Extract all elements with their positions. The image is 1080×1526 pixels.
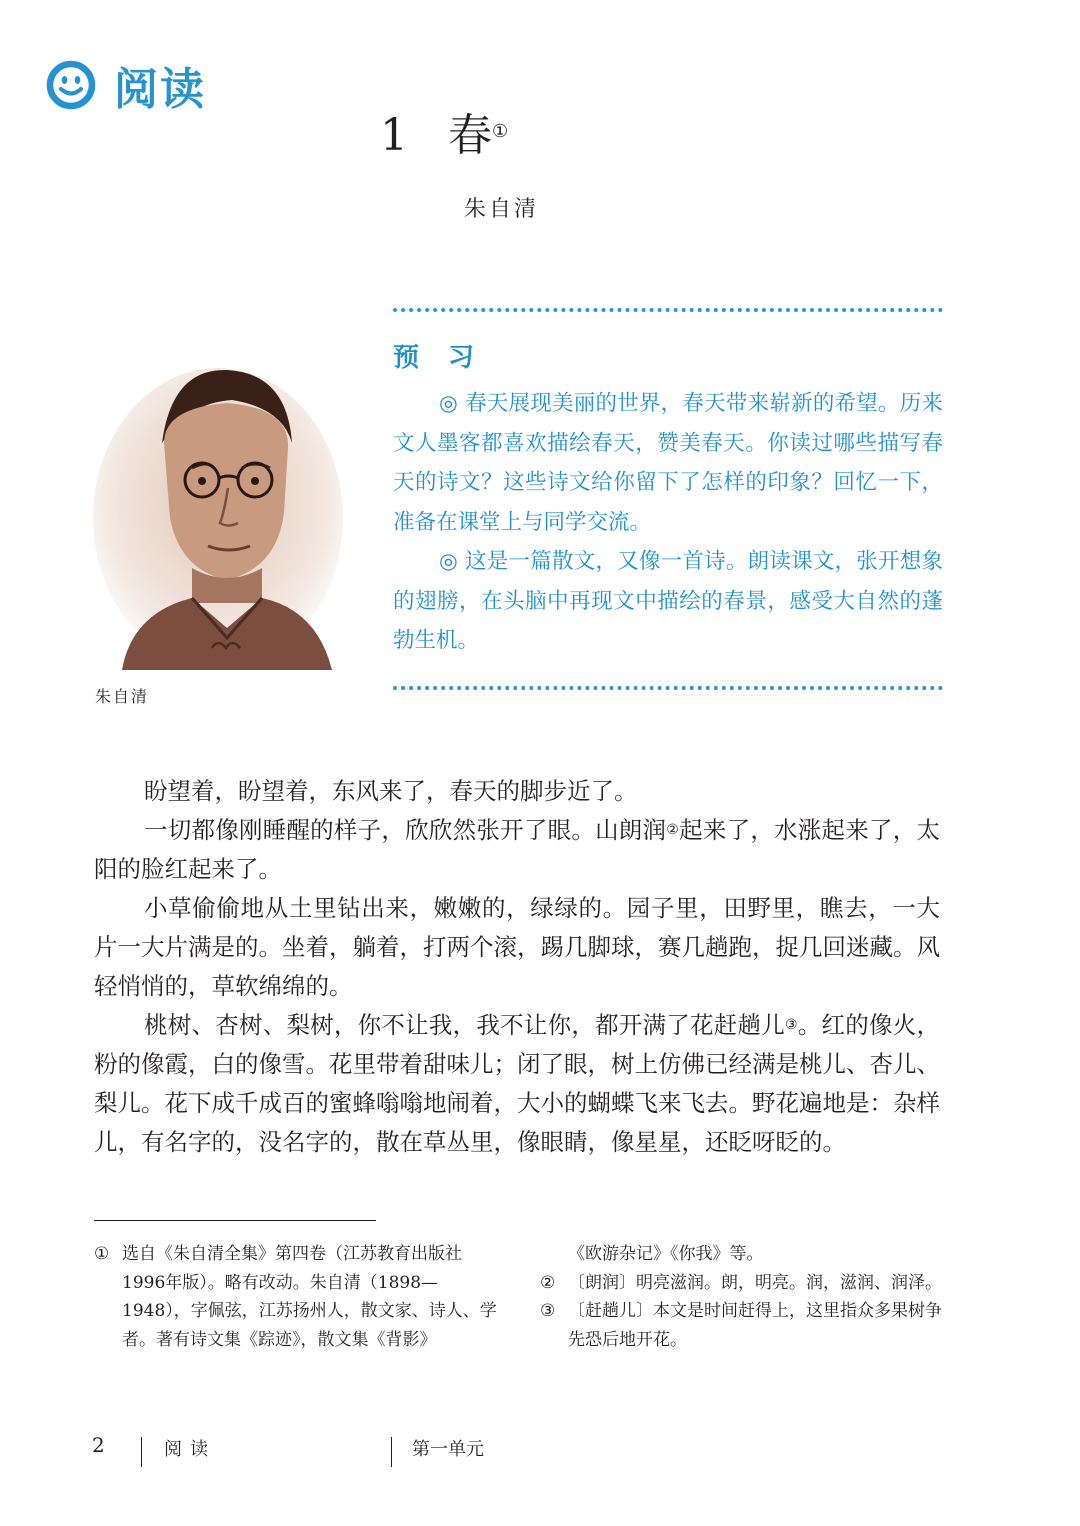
paragraph (94, 1006, 940, 1162)
footnote-3 (540, 1297, 950, 1354)
footnote-marker: ① (94, 1244, 110, 1264)
lesson-number: 1 (380, 110, 408, 161)
lesson-body (94, 772, 940, 1162)
preview-title: 预 习 (393, 343, 485, 373)
paragraph-text: 一切都像刚睡醒的样子，欣欣然张开了眼。山朗润 (144, 816, 667, 844)
footnote-ref-2[interactable]: ② (666, 822, 680, 838)
paragraph-text: 。红的像火，粉的像霞，白的像雪。花里带着甜味儿；闭了眼，树上仿佛已经满是桃儿、杏儿、梨儿。花下成千成百的蜜蜂嗡嗡地闹着，大小的蝴蝶飞来飞去。野花遍地是：杂样儿，有名字的，没名字的，散在草丛里，像眼睛，像星星，还眨呀眨的。 (94, 1011, 940, 1156)
author-name: 朱自清 (464, 197, 540, 222)
page-number: 2 (92, 1433, 105, 1457)
paragraph (94, 811, 940, 889)
footnote-rule (94, 1220, 376, 1221)
paragraph-text: 起来了，水涨起来了，太阳的脸红起来了。 (94, 816, 940, 883)
preview-item: ◎ 春天展现美丽的世界，春天带来崭新的希望。历来文人墨客都喜欢描绘春天，赞美春天。你读过哪些描写春天的诗文？这些诗文给你留下了怎样的印象？回忆一下，准备在课堂上与同学交流。 (393, 391, 943, 535)
preview-divider-top (393, 308, 943, 312)
paragraph-text: 桃树、杏树、梨树，你不让我，我不让你，都开满了花赶趟儿 (144, 1011, 785, 1039)
preview-item: ◎ 这是一篇散文，又像一首诗。朗读课文，张开想象的翅膀，在头脑中再现文中描绘的春景，感受大自然的蓬勃生机。 (393, 549, 943, 653)
footer-divider (391, 1437, 392, 1467)
footer-section: 阅读 (164, 1439, 216, 1460)
footnotes-right (540, 1240, 950, 1354)
footnote-marker: ③ (540, 1301, 556, 1321)
footnote-text: 〔朗润〕明亮滋润。朗，明亮。润，滋润、润泽。 (568, 1272, 942, 1293)
paragraph: 盼望着，盼望着，东风来了，春天的脚步近了。 (144, 777, 638, 805)
author-portrait (92, 348, 344, 670)
footnotes-left (94, 1240, 504, 1354)
footnote-1-continued: 《欧游杂记》《你我》等。 (568, 1244, 764, 1264)
footnote-ref-3[interactable]: ③ (785, 1017, 798, 1033)
section-label: 阅读 (114, 64, 206, 115)
footer-unit: 第一单元 (412, 1439, 484, 1460)
footnote-text: 〔赶趟儿〕本文是时间赶得上，这里指众多果树争先恐后地开花。 (568, 1301, 942, 1350)
footnote-marker: ② (540, 1272, 556, 1293)
footnote-text: 选自《朱自清全集》第四卷（江苏教育出版社1996年版）。略有改动。朱自清（1898—1948），字佩弦，江苏扬州人，散文家、诗人、学者。著有诗文集《踪迹》，散文集《背影》 (122, 1244, 497, 1350)
lesson-title-text: 春 (448, 110, 492, 161)
smiley-icon (46, 60, 96, 110)
section-header (46, 55, 206, 115)
paragraph: 小草偷偷地从土里钻出来，嫩嫩的，绿绿的。园子里，田野里，瞧去，一大片一大片满是的。坐着，躺着，打两个滚，踢几脚球，赛几趟跑，捉几回迷藏。风轻悄悄的，草软绵绵的。 (94, 894, 940, 1000)
portrait-caption: 朱自清 (95, 687, 150, 706)
preview-divider-bottom (393, 686, 943, 690)
footnote-ref-1[interactable]: ① (492, 121, 509, 142)
lesson-title (380, 108, 700, 164)
footnote-2 (540, 1269, 950, 1298)
footer-divider (141, 1437, 142, 1467)
preview-box (393, 340, 943, 661)
footnote-1 (94, 1240, 504, 1354)
